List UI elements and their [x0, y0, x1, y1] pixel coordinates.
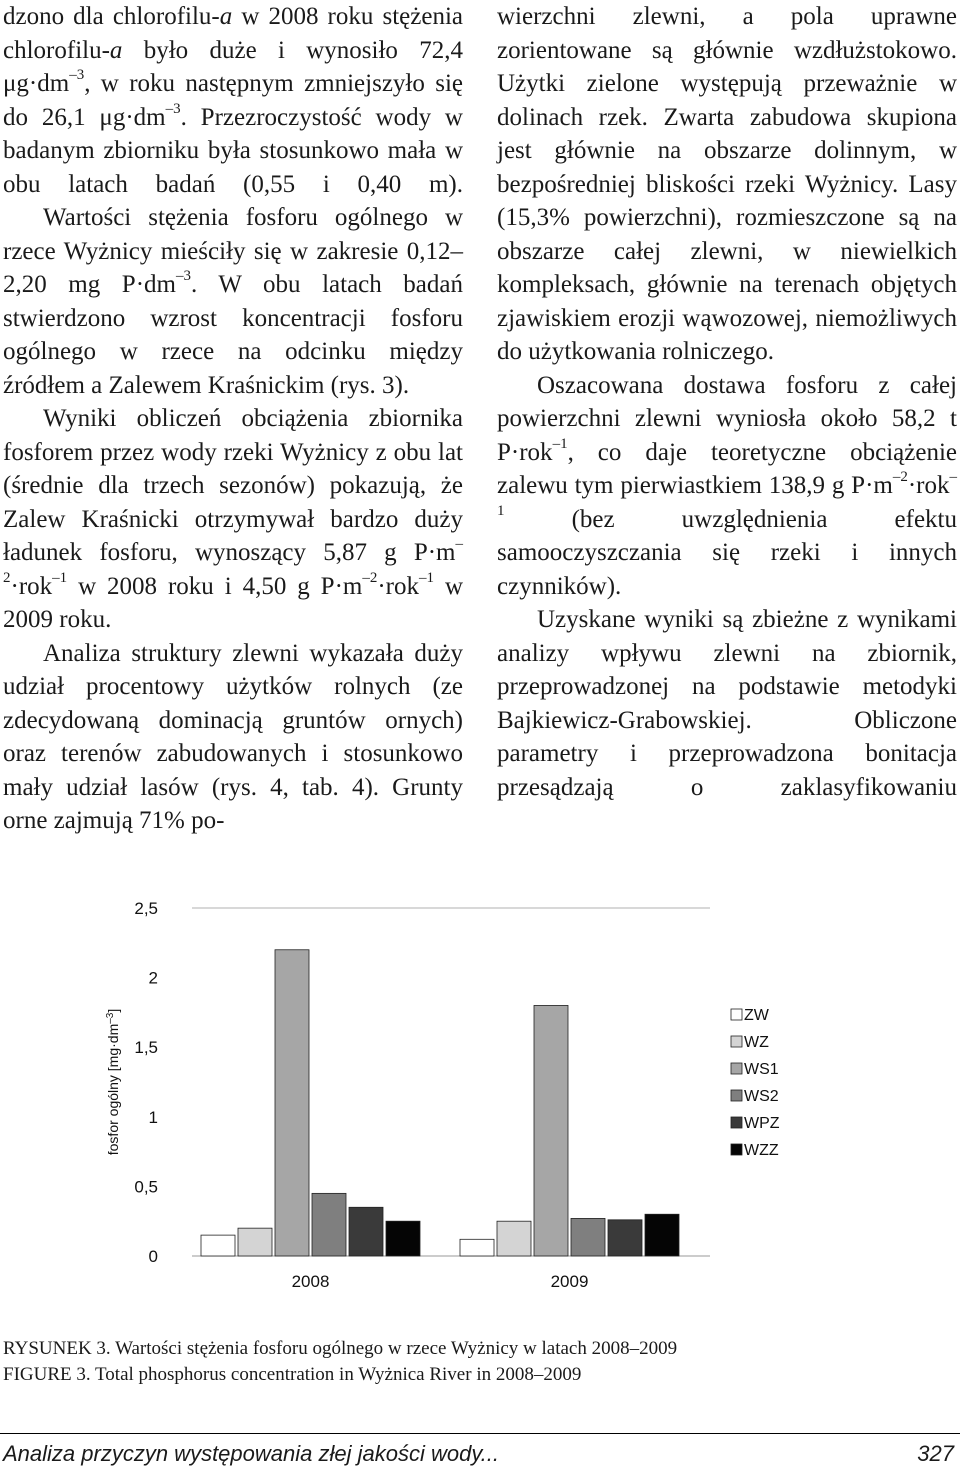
bar-wz-2009 [497, 1221, 531, 1256]
figure-caption-en: FIGURE 3. Total phosphorus concentration in Wyżnica River in 2008–2009 [3, 1364, 582, 1385]
y-tick-label: 1 [148, 1107, 158, 1127]
bar-zw-2008 [201, 1235, 235, 1256]
legend-label-wpz: WPZ [744, 1115, 780, 1132]
bar-ws1-2008 [275, 950, 309, 1256]
left-paragraph-3: Wyniki obliczeń obciążenia zbiornika fosforem przez wody rzeki Wyżnicy z obu lat (średnie dla trzech sezonów) pokazują, że Zalew Kraśnicki otrzymywał bardzo duży ładunek fosforu, wynoszący 5,87 g $P\cdot m^{-2}\cdot rok^{-1}$ w 2008 roku i 4,50 g $P\cdot m^{-2}\cdot rok^{-1}$ w 2009 roku. [3, 405, 463, 633]
legend-swatch-zw [731, 1009, 742, 1020]
figure-caption-pl: RYSUNEK 3. Wartości stężenia fosforu ogólnego w rzece Wyżnicy w latach 2008–2009 [3, 1338, 678, 1359]
bar-wzz-2009 [645, 1214, 679, 1256]
right-column [497, 0, 957, 804]
y-tick-label: 2 [148, 968, 158, 988]
bar-ws2-2009 [571, 1218, 605, 1256]
left-paragraph-2: Wartości stężenia fosforu ogólnego w rzece Wyżnicy mieściły się w zakresie 0,12–2,20 mg $P\cdot dm^{-3}$. W obu latach badań stwierdzono wzrost koncentracji fosforu ogólnego w rzece na odcinku między źródłem a Zalewem Kraśnickim (rys. 3). [3, 204, 463, 399]
bar-wz-2008 [238, 1228, 272, 1256]
chart-bars [201, 950, 679, 1256]
bar-wpz-2009 [608, 1220, 642, 1256]
y-tick-label: 1,5 [134, 1038, 158, 1058]
left-paragraph-1: dzono dla chlorofilu-a w 2008 roku stężenia chlorofilu-a było duże i wynosiło 72,4 $\mu g\cdot dm^{-3}$, w roku następnym zmniejszyło się do 26,1 $\mu g\cdot dm^{-3}$. Przezroczystość wody w badanym zbiorniku była stosunkowo mała w obu latach badań (0,55 i 0,40 m). [3, 3, 463, 198]
bar-ws1-2009 [534, 1005, 568, 1256]
chart-legend [731, 1007, 780, 1159]
y-tick-label: 0 [148, 1247, 158, 1266]
bar-wpz-2008 [349, 1207, 383, 1256]
legend-swatch-wz [731, 1036, 742, 1047]
bar-zw-2009 [460, 1239, 494, 1256]
legend-swatch-wpz [731, 1117, 742, 1128]
legend-label-zw: ZW [744, 1007, 769, 1024]
legend-label-wzz: WZZ [744, 1142, 779, 1159]
x-tick-label: 2009 [550, 1272, 589, 1291]
legend-label-ws1: WS1 [744, 1061, 779, 1078]
x-tick-label: 2008 [291, 1272, 330, 1291]
phosphorus-bar-chart [0, 880, 960, 1300]
legend-label-ws2: WS2 [744, 1088, 779, 1105]
right-paragraph-1: wierzchni zlewni, a pola uprawne zorientowane są głównie wzdłużstokowo. Użytki zielone występują przeważnie w dolinach rzek. Zwarta zabudowa skupiona jest głównie na obszarze dolinnym, w bezpośredniej bliskości rzeki Wyżnicy. Lasy (15,3% powierzchni), rozmieszczone są na obszarze całej zlewni, w niewielkich kompleksach, głównie na terenach objętych zjawiskiem erozji wąwozowej, niemożliwych do użytkowania rolniczego. [497, 3, 957, 365]
legend-swatch-ws1 [731, 1063, 742, 1074]
right-paragraph-2: Oszacowana dostawa fosforu z całej powierzchni zlewni wyniosła około 58,2 t P·rok$^{-1}$, co daje teoretyczne obciążenie zalewu tym pierwiastkiem 138,9 g $P\cdot m^{-2}\cdot rok^{-1}$ (bez uwzględnienia efektu samooczyszczania się rzeki i innych czynników). [497, 371, 957, 600]
footer-rule [0, 1433, 960, 1434]
right-paragraph-3: Uzyskane wyniki są zbieżne z wynikami analizy wpływu zlewni na zbiornik, przeprowadzonej na podstawie metodyki Bajkiewicz-Grabowskiej. Obliczone parametry i przeprowadzona bonitacja przesądzają o zaklasyfikowaniu [497, 606, 957, 801]
page-number: 327 [917, 1441, 954, 1466]
running-title: Analiza przyczyn występowania złej jakości wody... [3, 1441, 500, 1466]
y-tick-label: 0,5 [134, 1177, 158, 1197]
legend-swatch-wzz [731, 1144, 742, 1155]
left-paragraph-4: Analiza struktury zlewni wykazała duży udział procentowy użytków rolnych (ze zdecydowaną dominacją gruntów ornych) oraz terenów zabudowanych i stosunkowo mały udział lasów (rys. 4, tab. 4). Grunty orne zajmują 71% po- [3, 639, 463, 834]
y-axis-label: fosfor ogólny $[mg\cdot dm^{-3}]$ [105, 1008, 121, 1156]
legend-label-wz: WZ [744, 1034, 769, 1051]
bar-ws2-2008 [312, 1193, 346, 1256]
left-column [3, 0, 463, 838]
bar-wzz-2008 [386, 1221, 420, 1256]
legend-swatch-ws2 [731, 1090, 742, 1101]
y-tick-label: 2,5 [134, 899, 158, 918]
